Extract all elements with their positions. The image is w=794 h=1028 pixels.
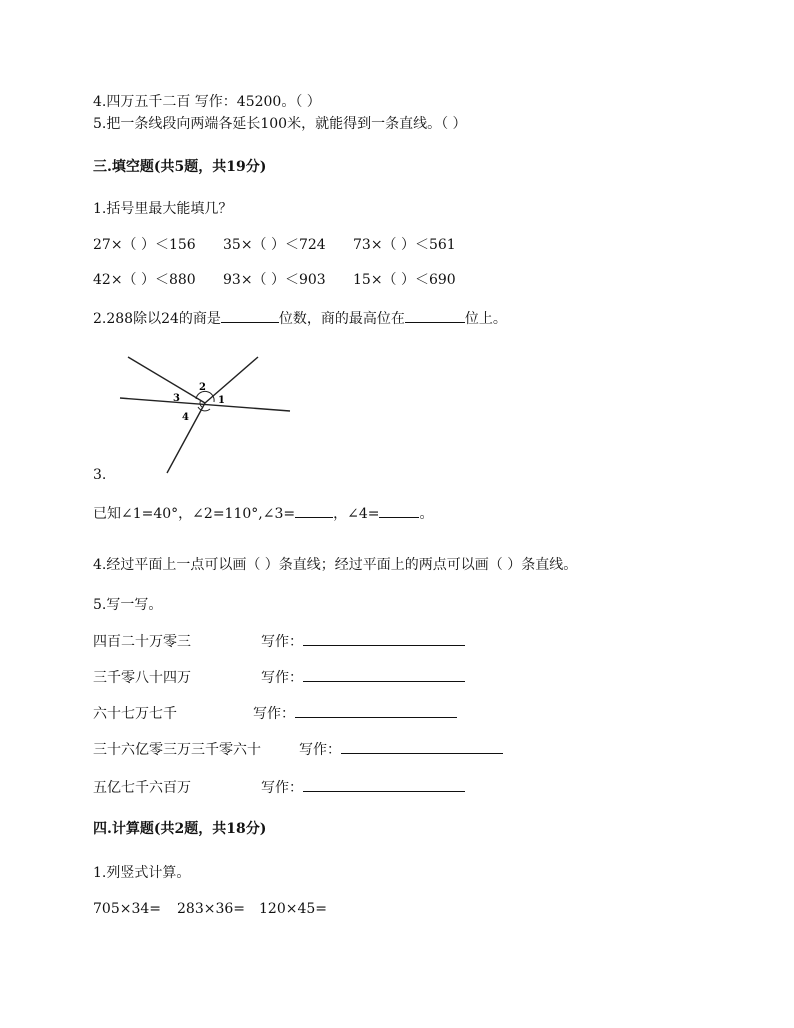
write-label: 写作： bbox=[261, 634, 303, 650]
q3-2-part2: 位数，商的最高位在 bbox=[278, 311, 405, 327]
q3-5-prompt: 5.写一写。 bbox=[93, 597, 163, 613]
q3-1-row-1 bbox=[93, 236, 456, 254]
q3-3-part1: 已知∠1=40°，∠2=110°,∠3= bbox=[93, 506, 296, 522]
angle-label-2: 2 bbox=[199, 382, 206, 393]
q3-2-part1: 2.288除以24的商是 bbox=[93, 311, 221, 327]
answer-blank[interactable] bbox=[295, 503, 333, 518]
number-words: 六十七万七千 bbox=[93, 706, 177, 722]
q3-1-prompt: 1.括号里最大能填几？ bbox=[93, 201, 233, 217]
angle-label-4: 4 bbox=[182, 412, 189, 423]
write-row bbox=[93, 739, 503, 759]
number-words: 四百二十万零三 bbox=[93, 634, 191, 650]
inequality: 15×（ ）＜690 bbox=[353, 272, 456, 288]
write-label: 写作： bbox=[261, 670, 303, 686]
angle-diagram bbox=[110, 345, 300, 480]
inequality: 93×（ ）＜903 bbox=[223, 272, 326, 288]
angle-label-3: 3 bbox=[173, 393, 180, 404]
q3-3 bbox=[93, 503, 433, 523]
calc-expression: 283×36= bbox=[177, 901, 245, 917]
angle-label-1: 1 bbox=[218, 395, 225, 406]
inequality: 35×（ ）＜724 bbox=[223, 237, 326, 253]
write-label: 写作： bbox=[299, 742, 341, 758]
inequality: 27×（ ）＜156 bbox=[93, 237, 196, 253]
answer-blank[interactable] bbox=[379, 503, 419, 518]
inequality: 42×（ ）＜880 bbox=[93, 272, 196, 288]
calc-expression: 705×34= bbox=[93, 901, 161, 917]
write-row bbox=[93, 777, 465, 797]
inequality: 73×（ ）＜561 bbox=[353, 237, 456, 253]
answer-blank[interactable] bbox=[405, 308, 465, 323]
write-row bbox=[93, 631, 465, 651]
q3-3-number: 3. bbox=[93, 467, 107, 483]
true-false-item-4: 4.四万五千二百 写作：45200。（ ） bbox=[93, 94, 321, 110]
q3-3-part3: 。 bbox=[419, 506, 434, 522]
section-3-title: 三.填空题(共5题，共19分) bbox=[93, 159, 267, 175]
answer-line[interactable] bbox=[341, 739, 503, 754]
write-label: 写作： bbox=[261, 780, 303, 796]
q4-1-prompt: 1.列竖式计算。 bbox=[93, 865, 191, 881]
answer-line[interactable] bbox=[303, 631, 465, 646]
number-words: 五亿七千六百万 bbox=[93, 780, 191, 796]
answer-line[interactable] bbox=[303, 667, 465, 682]
write-row bbox=[93, 667, 465, 687]
q4-1-exprs bbox=[93, 900, 327, 918]
section-4-title: 四.计算题(共2题，共18分) bbox=[93, 821, 267, 837]
number-words: 三千零八十四万 bbox=[93, 670, 191, 686]
q3-1-row-2 bbox=[93, 271, 456, 289]
true-false-item-5: 5.把一条线段向两端各延长100米，就能得到一条直线。（ ） bbox=[93, 116, 467, 132]
answer-blank[interactable] bbox=[221, 308, 279, 323]
calc-expression: 120×45= bbox=[259, 901, 327, 917]
number-words: 三十六亿零三万三千零六十 bbox=[93, 742, 261, 758]
q3-3-part2: ，∠4= bbox=[333, 506, 380, 522]
answer-line[interactable] bbox=[295, 703, 457, 718]
q3-2 bbox=[93, 308, 507, 328]
write-label: 写作： bbox=[253, 706, 295, 722]
answer-line[interactable] bbox=[303, 777, 465, 792]
q3-2-part3: 位上。 bbox=[464, 311, 507, 327]
q3-4: 4.经过平面上一点可以画（ ）条直线；经过平面上的两点可以画（ ）条直线。 bbox=[93, 557, 578, 573]
write-row bbox=[93, 703, 457, 723]
